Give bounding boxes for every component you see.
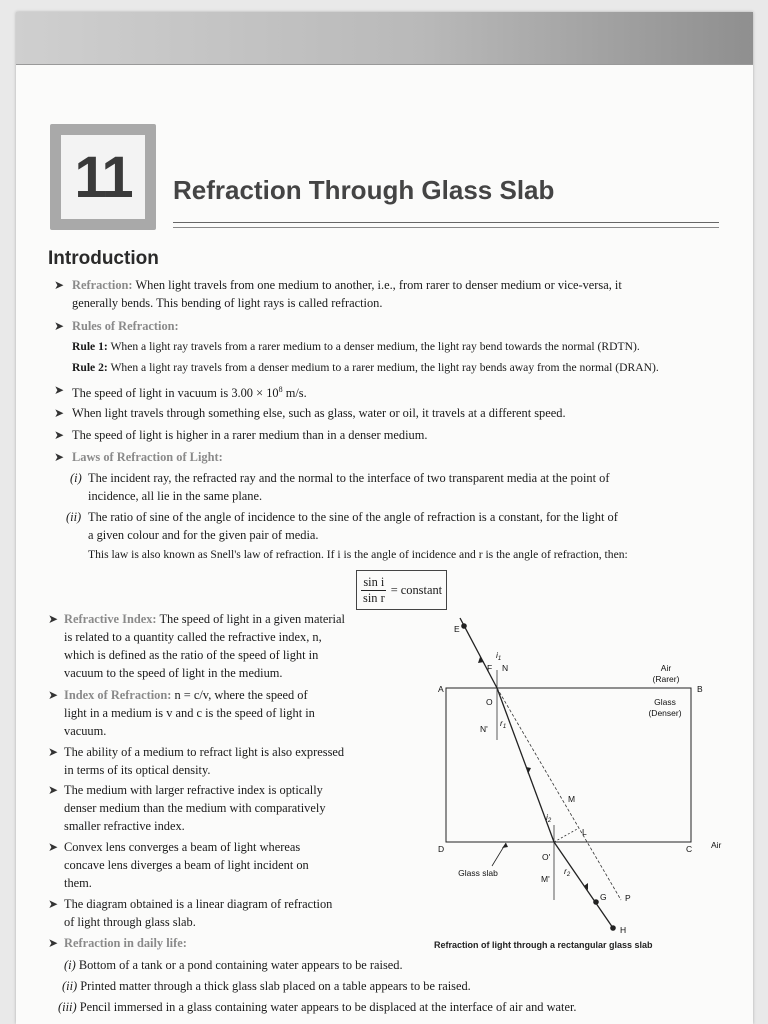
refractive-index-line: which is defined as the ratio of the speed of light in: [64, 648, 319, 662]
other-media-text: When light travels through something else, such as glass, water or oil, it travels at a different speed.: [72, 406, 566, 420]
law-2-number: (ii): [66, 510, 82, 524]
refraction-label: Refraction:: [72, 278, 133, 292]
bullet-arrow-icon: ➤: [48, 783, 59, 797]
incident-extension-dashed: [497, 688, 621, 900]
bullet-arrow-icon: ➤: [48, 612, 59, 626]
label-r2-letter: r: [564, 866, 567, 876]
label-f: F: [487, 663, 493, 673]
daily-life-label: Refraction in daily life:: [64, 936, 187, 950]
chapter-title: Refraction Through Glass Slab: [173, 175, 555, 205]
formula-denominator-fn: sin: [363, 590, 381, 605]
book-page: [16, 12, 753, 1024]
lateral-shift-line: [554, 828, 579, 842]
section-heading: Introduction: [48, 248, 159, 269]
rule-1: [72, 338, 732, 356]
daily-life-number: (iii): [58, 1000, 77, 1014]
optical-density-line: The ability of a medium to refract light is also expressed: [64, 745, 345, 759]
law-1-text: incidence, all lie in the same plane.: [88, 489, 263, 503]
snell-formula: [356, 570, 447, 610]
daily-life-item: [62, 977, 722, 995]
rule-2-text: When a light ray travels from a denser medium to a rarer medium, the light ray bends away from the normal (DRAN).: [110, 361, 659, 374]
point-h: [610, 925, 616, 931]
laws-label: Laws of Refraction of Light:: [72, 450, 223, 464]
label-g: G: [600, 892, 607, 902]
daily-life-text: Printed matter through a thick glass slab placed on a table appears to be raised.: [80, 979, 471, 993]
refraction-text: generally bends. This bending of light rays is called refraction.: [72, 296, 383, 310]
index-of-refraction-line: light in a medium is v and c is the speed of light in: [64, 706, 315, 720]
refractive-index-line: is related to a quantity called the refractive index, n,: [64, 630, 322, 644]
daily-life-number: (ii): [62, 979, 78, 993]
label-air-rarer: Air: [660, 663, 672, 673]
emergent-ray: [554, 842, 613, 928]
speed-vacuum-text: The speed of light in vacuum is 3.00 × 10: [72, 386, 279, 401]
lens-line: concave lens diverges a beam of light incident on: [64, 858, 309, 872]
list-item: [48, 610, 378, 682]
list-item: [54, 448, 726, 466]
lens-line: Convex lens converges a beam of light whereas: [64, 840, 301, 854]
list-item: [48, 743, 378, 779]
incident-ray: [460, 618, 497, 688]
formula-numerator-var: i: [380, 574, 385, 589]
bullet-arrow-icon: ➤: [48, 745, 59, 759]
daily-life-text: Pencil immersed in a glass containing water appears to be displaced at the interface of air and water.: [79, 1000, 577, 1014]
bullet-arrow-icon: ➤: [54, 406, 65, 420]
list-item: [54, 276, 726, 312]
label-p: P: [625, 893, 631, 903]
law-1-text: The incident ray, the refracted ray and the normal to the interface of two transparent media at the point of: [88, 471, 610, 485]
index-of-refraction-label: Index of Refraction:: [64, 688, 172, 702]
rule-2-label: Rule 2:: [72, 361, 108, 374]
label-glass-slab: Glass slab: [458, 868, 498, 878]
list-item: [54, 381, 726, 402]
law-2-text: a given colour and for the given pair of media.: [88, 528, 319, 542]
label-n: N: [502, 663, 509, 673]
law-2-text: The ratio of sine of the angle of incidence to the sine of the angle of refraction is a constant, for the light of: [88, 510, 618, 524]
list-item: [48, 838, 378, 892]
refractive-index-line: vacuum to the speed of light in the medium.: [64, 666, 283, 680]
formula-rhs: = constant: [390, 582, 443, 597]
bullet-arrow-icon: ➤: [54, 428, 65, 442]
formula-numerator-fn: sin: [363, 574, 381, 589]
formula-denominator-var: r: [380, 590, 385, 605]
label-c: C: [686, 844, 693, 854]
label-r1: [500, 718, 506, 730]
bullet-arrow-icon: ➤: [54, 450, 65, 464]
label-i2-sub: 2: [547, 818, 552, 824]
label-b: B: [697, 684, 703, 694]
pointer-arrow-icon: [502, 843, 508, 848]
bullet-arrow-icon: ➤: [54, 319, 65, 333]
label-e: E: [454, 624, 460, 634]
label-o-prime: O': [542, 852, 551, 862]
label-r1-letter: r: [500, 718, 503, 728]
label-d: D: [438, 844, 445, 854]
bullet-arrow-icon: ➤: [54, 278, 65, 292]
bullet-arrow-icon: ➤: [48, 688, 59, 702]
bullet-arrow-icon: ➤: [48, 936, 59, 950]
daily-life-item: [58, 998, 738, 1016]
point-e: [461, 623, 467, 629]
page-header-band: [16, 12, 753, 65]
daily-life-text: Bottom of a tank or a pond containing water appears to be raised.: [78, 958, 403, 972]
label-air-bottom: Air: [711, 840, 722, 850]
rarer-denser-text: The speed of light is higher in a rarer medium than in a denser medium.: [72, 428, 428, 442]
rule-1-text: When a light ray travels from a rarer medium to a denser medium, the light ray bend towards the normal (RDTN).: [110, 340, 640, 353]
list-item: [48, 934, 378, 952]
label-l: L: [582, 827, 587, 837]
label-r2: [564, 866, 571, 878]
label-glass-denser: Glass: [654, 697, 676, 707]
law-1: [70, 469, 730, 505]
label-a: A: [438, 684, 444, 694]
ray-arrow-icon: [526, 767, 531, 774]
formula-fraction: [361, 575, 387, 606]
list-item: [48, 781, 378, 835]
rules-label: Rules of Refraction:: [72, 319, 179, 333]
glass-slab-diagram: [416, 610, 746, 955]
diagram-note-line: The diagram obtained is a linear diagram of refraction: [64, 897, 333, 911]
index-of-refraction-line: vacuum.: [64, 724, 107, 738]
bullet-arrow-icon: ➤: [48, 840, 59, 854]
label-m-prime: M': [541, 874, 550, 884]
refraction-text: When light travels from one medium to another, i.e., from rarer to denser medium or vice-versa, it: [135, 278, 622, 292]
label-m: M: [568, 794, 576, 804]
label-r1-sub: 1: [502, 724, 507, 730]
label-r2-sub: 2: [566, 872, 571, 878]
law-1-number: (i): [70, 471, 82, 485]
speed-vacuum-exponent: 8: [278, 385, 283, 394]
list-item: [54, 426, 726, 444]
daily-life-item: [64, 956, 724, 974]
rule-2: [72, 359, 732, 377]
label-i2-letter: i: [546, 812, 548, 822]
optical-density-line: in terms of its optical density.: [64, 763, 211, 777]
daily-life-number: (i): [64, 958, 76, 972]
larger-index-line: The medium with larger refractive index is optically: [64, 783, 323, 797]
lens-line: them.: [64, 876, 92, 890]
index-of-refraction-line: n = c/v, where the speed of: [174, 688, 308, 702]
label-o: O: [486, 697, 493, 707]
diagram-caption: Refraction of light through a rectangular glass slab: [434, 940, 653, 950]
label-h: H: [620, 925, 627, 935]
list-item: [48, 895, 378, 931]
list-item: [54, 404, 726, 422]
larger-index-line: denser medium than the medium with comparatively: [64, 801, 326, 815]
label-n-prime: N': [480, 724, 488, 734]
law-2: [66, 508, 730, 544]
label-i1-sub: 1: [497, 656, 502, 662]
label-glass-denser-paren: (Denser): [648, 708, 682, 718]
larger-index-line: smaller refractive index.: [64, 819, 185, 833]
bullet-arrow-icon: ➤: [48, 897, 59, 911]
label-i1-letter: i: [496, 650, 498, 660]
list-item: [54, 317, 726, 335]
snell-text: This law is also known as Snell's law of refraction. If i is the angle of incidence and r is the angle of refraction, then:: [88, 548, 628, 561]
title-rule: [173, 222, 719, 223]
point-g: [593, 899, 599, 905]
title-rule: [173, 227, 719, 228]
diagram-note-line: of light through glass slab.: [64, 915, 196, 929]
speed-vacuum-unit: m/s.: [282, 386, 307, 401]
bullet-arrow-icon: ➤: [54, 383, 65, 397]
refractive-index-line: The speed of light in a given material: [159, 612, 345, 626]
chapter-number: 11: [61, 135, 145, 219]
label-i1: [496, 650, 501, 662]
list-item: [48, 686, 378, 740]
chapter-number-box: [50, 124, 156, 230]
refractive-index-label: Refractive Index:: [64, 612, 157, 626]
rule-1-label: Rule 1:: [72, 340, 108, 353]
label-air-rarer-paren: (Rarer): [652, 674, 680, 684]
